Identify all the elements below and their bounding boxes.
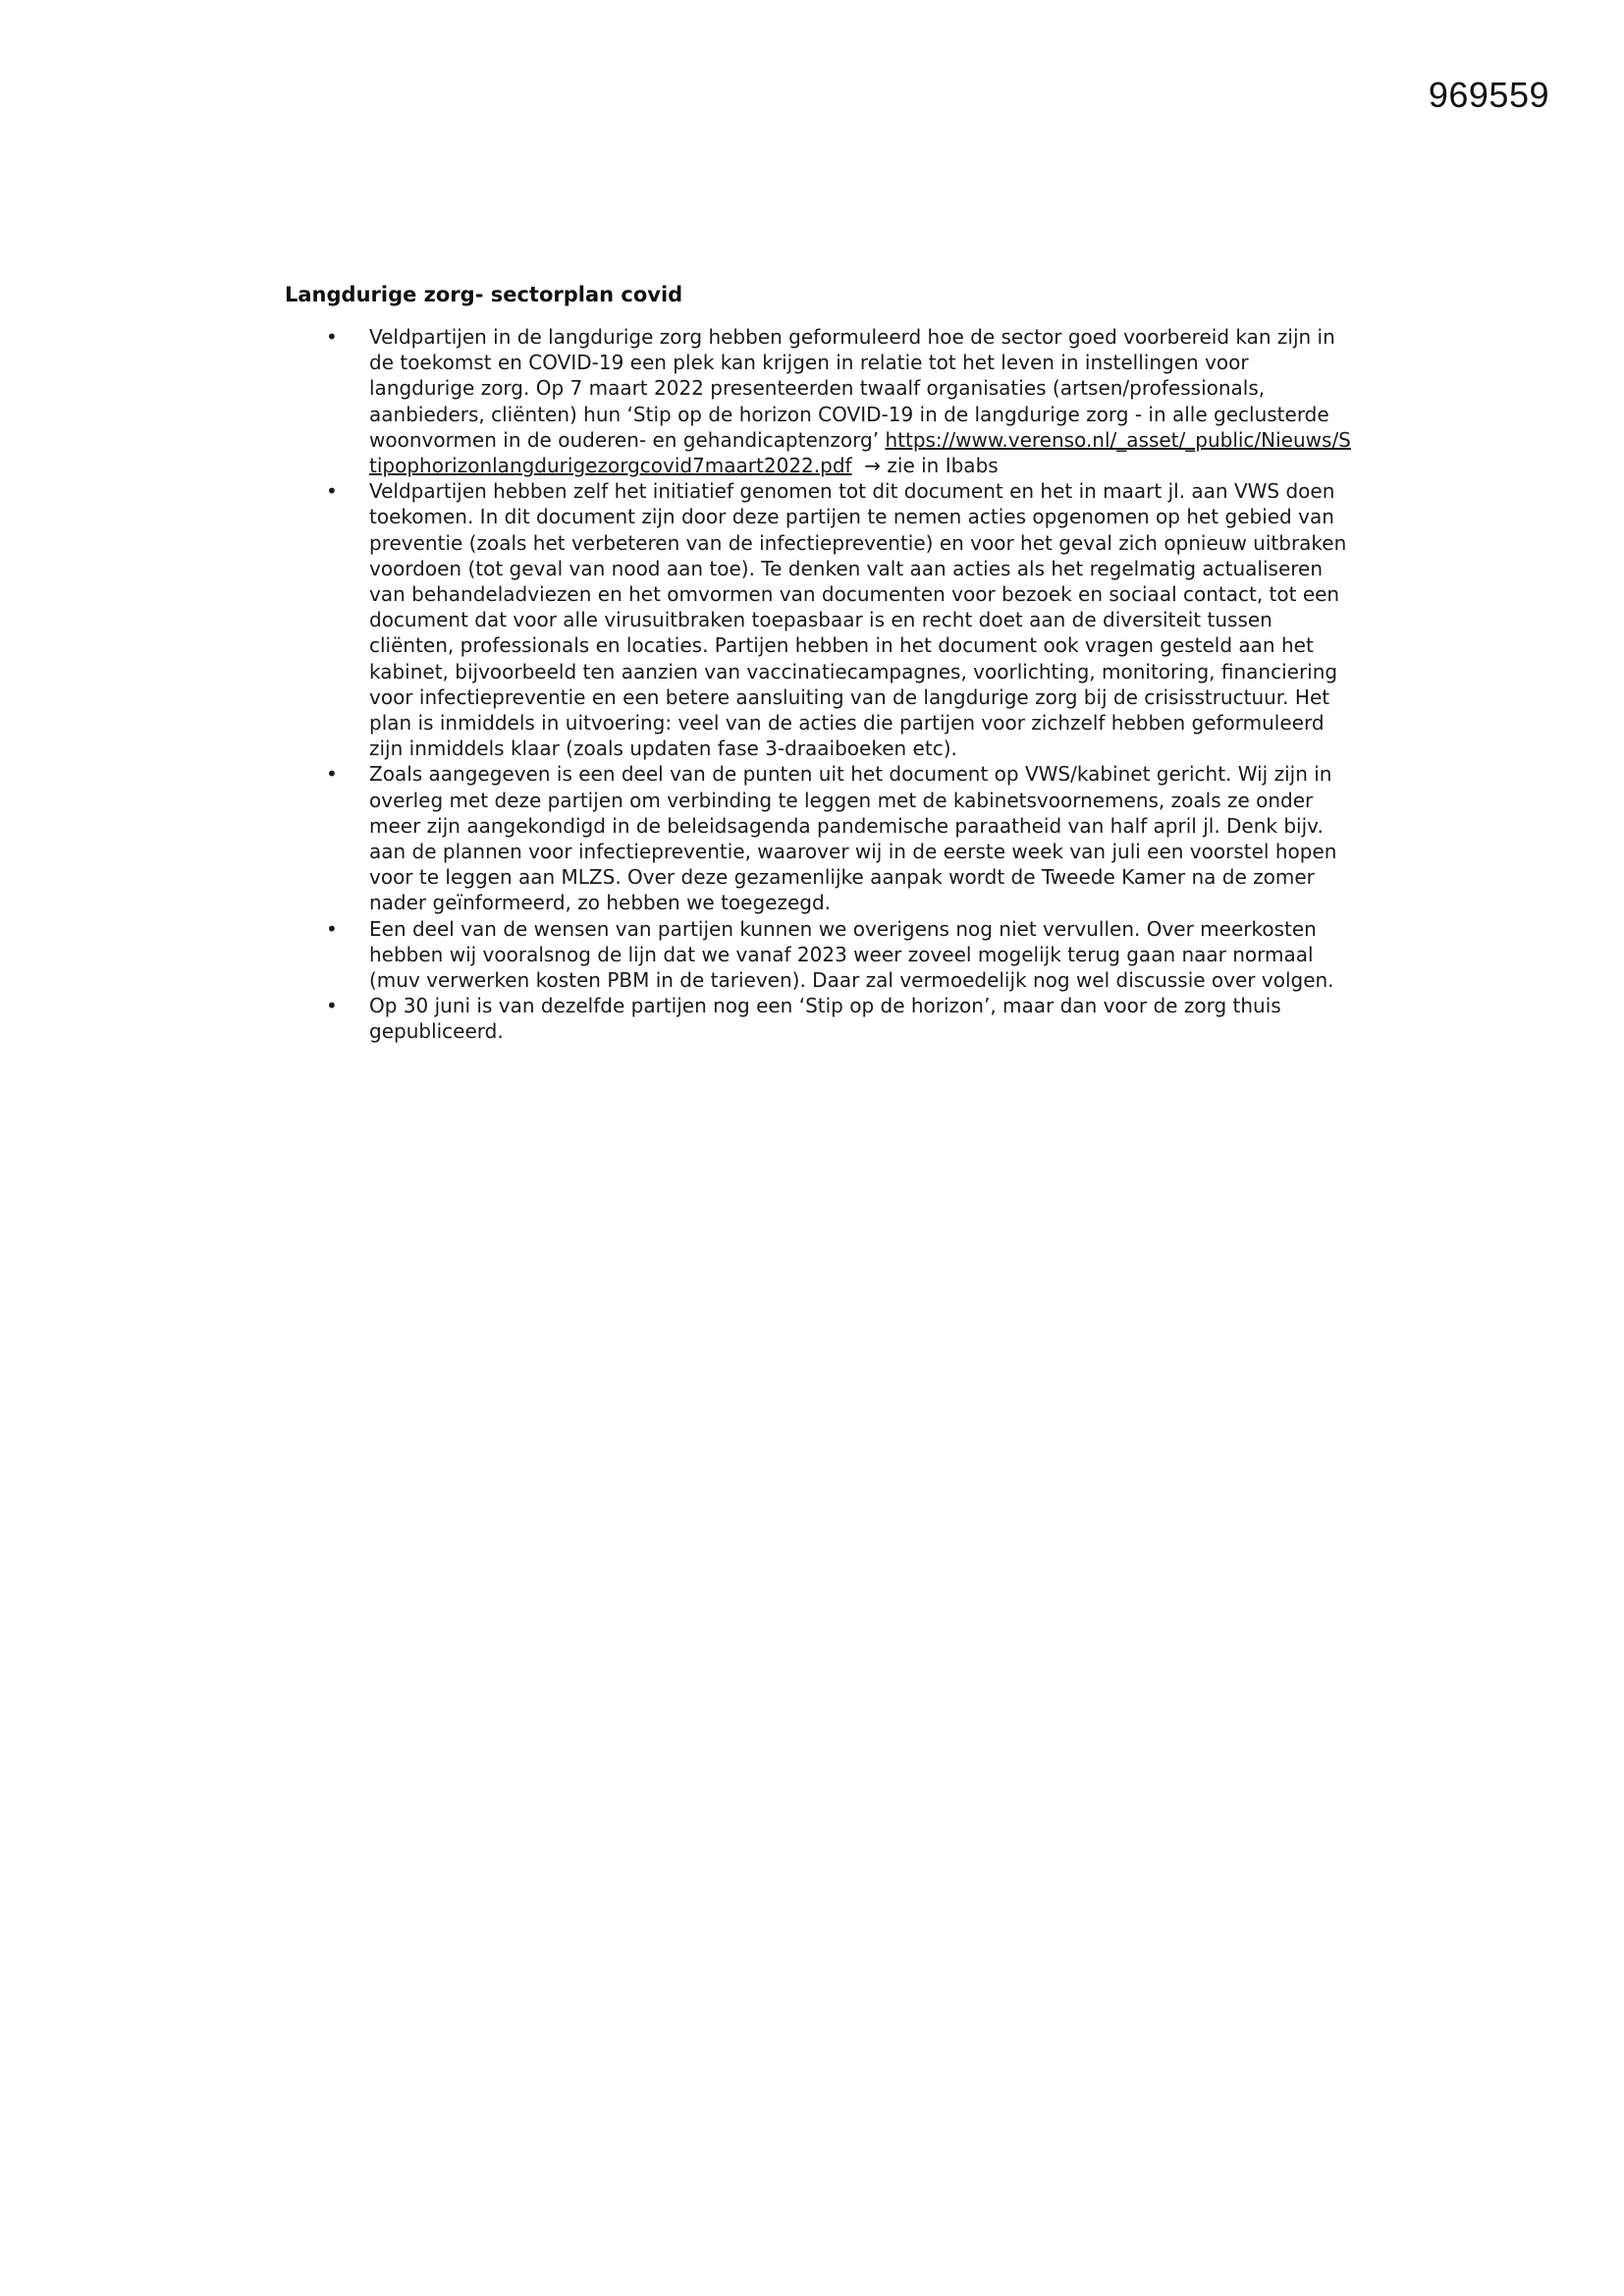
list-item-note: zie in Ibabs	[887, 454, 999, 478]
arrow-right-icon: →	[864, 454, 882, 478]
list-item-text: Veldpartijen hebben zelf het initiatief genomen tot dit document en het in maart jl. aan VWS doen toekomen. In dit document zijn door deze partijen te nemen acties opgenomen op het gebied van preventie (zoals het verbeteren van de infectiepreventie) en voor het geval zich opnieuw uitbraken voordoen (tot geval van nood aan toe). Te denken valt aan acties als het regelmatig actualiseren van behandeladviezen en het omvormen van documenten voor bezoek en sociaal contact, tot een document dat voor alle virusuitbraken toepasbaar is en recht doet aan de diversiteit tussen cliënten, professionals en locaties. Partijen hebben in het document ook vragen gesteld aan het kabinet, bijvoorbeeld ten aanzien van vaccinatiecampagnes, voorlichting, monitoring, financiering voor infectiepreventie en een betere aansluiting van de langdurige zorg bij de crisisstructuur. Het plan is inmiddels in uitvoering: veel van de acties die partijen voor zichzelf hebben geformuleerd zijn inmiddels klaar (zoals updaten fase 3-draaiboeken etc).	[369, 479, 1347, 761]
list-item	[285, 761, 1355, 915]
section-heading: Langdurige zorg- sectorplan covid	[285, 283, 683, 306]
bullet-icon: •	[326, 479, 338, 504]
document-body	[285, 283, 1355, 1045]
list-item-text: Op 30 juni is van dezelfde partijen nog een ‘Stip op de horizon’, maar dan voor de zorg thuis gepubliceerd.	[369, 994, 1281, 1044]
bullet-list	[285, 324, 1355, 1045]
bullet-icon: •	[326, 916, 338, 941]
list-item	[285, 324, 1355, 478]
bullet-icon: •	[326, 325, 338, 349]
list-item	[285, 916, 1355, 994]
bullet-icon: •	[326, 762, 338, 787]
verenso-document-link[interactable]: https://www.verenso.nl/_asset/_public/Nieuws/Stipophorizonlangdurigezorgcovid7maart2022.pdf	[369, 427, 1351, 478]
list-item	[285, 478, 1355, 761]
list-item-text: Zoals aangegeven is een deel van de punten uit het document op VWS/kabinet gericht. Wij zijn in overleg met deze partijen om verbinding te leggen met de kabinetsvoornemens, zoals ze onder meer zijn aangekondigd in de beleidsagenda pandemische paraatheid van half april jl. Denk bijv. aan de plannen voor infectiepreventie, waarover wij in de eerste week van juli een voorstel hopen voor te leggen aan MLZS. Over deze gezamenlijke aanpak wordt de Tweede Kamer na de zomer nader geïnformeerd, zo hebben we toegezegd.	[369, 762, 1337, 915]
list-item	[285, 993, 1355, 1044]
list-item-text: Veldpartijen in de langdurige zorg hebben geformuleerd hoe de sector goed voorbereid kan zijn in de toekomst en COVID-19 een plek kan krijgen in relatie tot het leven in instellingen voor langdurige zorg. Op 7 maart 2022 presenteerden twaalf organisaties (artsen/professionals, aanbieders, cliënten) hun ‘Stip op de horizon COVID-19 in de langdurige zorg - in alle geclusterde woonvormen in de ouderen- en gehandicaptenzorg’	[369, 325, 1335, 452]
list-item-text: Een deel van de wensen van partijen kunnen we overigens nog niet vervullen. Over meerkosten hebben wij vooralsnog de lijn dat we vanaf 2023 weer zoveel mogelijk terug gaan naar normaal (muv verwerken kosten PBM in de tarieven). Daar zal vermoedelijk nog wel discussie over volgen.	[369, 916, 1334, 993]
bullet-icon: •	[326, 994, 338, 1018]
document-number: 969559	[1428, 75, 1549, 115]
